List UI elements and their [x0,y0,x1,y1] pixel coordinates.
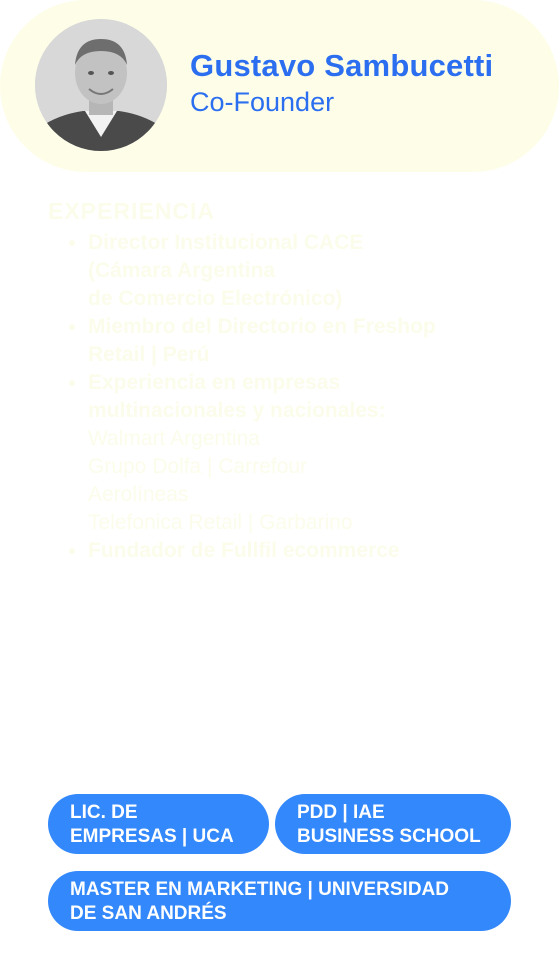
experience-line: • Miembro del Directorio en Freshop [88,315,436,338]
experience-line: • Experiencia en empresas [88,371,341,394]
education-badge-iae [275,794,511,854]
avatar-photo [35,19,167,151]
profile-header [0,0,559,172]
education-badge-line: MASTER EN MARKETING | UNIVERSIDAD [70,879,449,900]
experience-line: Aerolíneas [88,483,189,506]
experience-line: • Fundador de Fullfil ecommerce [88,539,400,562]
education-badge-line: EMPRESAS | UCA [70,826,234,847]
education-badge-line: BUSINESS SCHOOL [297,826,481,847]
list-item [88,369,528,537]
profile-role: Co-Founder [190,87,335,117]
education-badge-uca [48,794,269,854]
experience-line: Retail | Perú [88,343,210,366]
list-item [88,537,528,565]
education-badge-line: DE SAN ANDRÉS [70,903,227,924]
experience-line: (Cámara Argentina [88,259,276,282]
profile-name: Gustavo Sambucetti [190,48,494,83]
experience-line: Grupo Dolfa | Carrefour [88,455,308,478]
education-badge-line: PDD | IAE [297,802,385,823]
experience-line: Walmart Argentina [88,427,260,450]
experience-line: • Director Institucional CACE [88,231,364,254]
education-badge-line: LIC. DE [70,802,138,823]
experience-section [48,198,528,565]
experience-title: EXPERIENCIA [48,198,215,224]
experience-list [48,229,528,565]
list-item [88,229,528,313]
experience-line: multinacionales y nacionales: [88,399,386,422]
list-item [88,313,528,369]
avatar [35,19,167,151]
experience-line: Telefonica Retail | Garbarino [88,511,353,534]
experience-line: de Comercio Electrónico) [88,287,343,310]
education-badge-udesa [48,871,511,931]
